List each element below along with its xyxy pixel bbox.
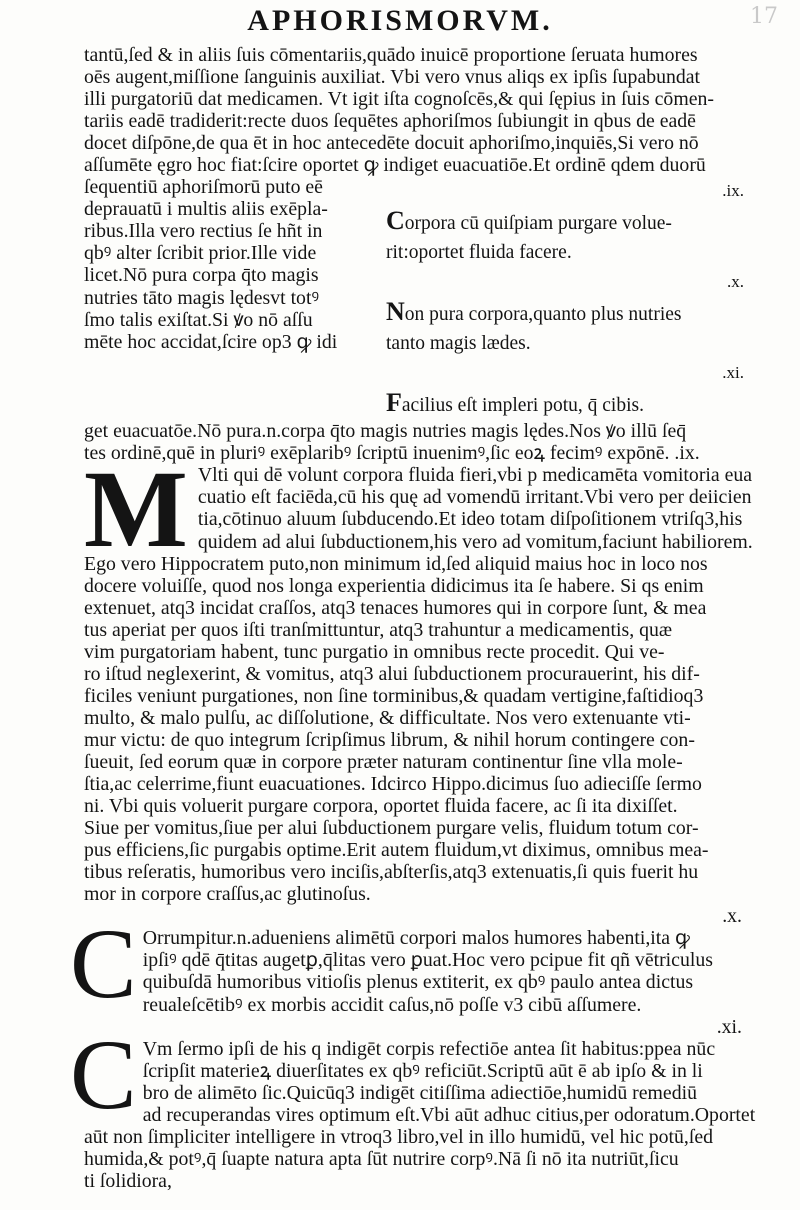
text-line: Orrumpitur.n.adueniens alimētū corpori malos humores habenti,ita ꝙ [142, 927, 690, 950]
commentary-x [70, 908, 770, 1038]
aphorism-initial: C [386, 206, 405, 236]
text-line: mēte hoc accidat,ſcire op3 ꝙ idi [84, 330, 338, 353]
text-line: mur victu: de quo integrum ſcripſimus librum, & nihil horum contingere con- [84, 728, 695, 751]
aphorism-initial: N [386, 297, 405, 327]
aphorism-text: orpora cū quiſpiam purgare volue- [404, 213, 672, 235]
text-line: reualeſcētibꝰ ex morbis accidit caſus,nō poſſe v3 cibū aſſumere. [142, 993, 642, 1016]
aphorism-continuation: rit:oportet fluida facere. [386, 242, 572, 264]
two-column-block [84, 176, 770, 420]
aphorism-text: acilius eſt impleri potu, q̄ cibis. [401, 395, 644, 417]
commentary-xi-lines [84, 1038, 770, 1192]
text-line: bro de alimēto ſic.Quicūq3 indigēt citiſſima adiectiōe,humidū remediū [142, 1081, 697, 1104]
text-line: mor in corpore craſſus,ac glutinoſus. [84, 883, 371, 906]
text-line: tes ordinē,quē in pluriꝰ exēplaribꝰ ſcriptū inuenimꝰ,ſic eoꝝ fecimꝰ expōnē. .ix. [84, 442, 700, 465]
text-line: pus efficiens,ſic purgabis optime.Erit autem fluidum,vt diximus, omnibus mea- [84, 839, 709, 862]
text-line: Ego vero Hippocratem puto,non minimum id,ſed aliquid maius hoc in loco nos [84, 552, 708, 575]
text-line: nutries tāto magis lędesvt totꝰ [84, 286, 320, 309]
text-line: get euacuatōe.Nō pura.n.corpa q̄to magis nutries magis lędes.Nos ꝟo illū ſeq̄ [84, 420, 687, 443]
text-line: ipſiꝰ qdē q̄titas augetꝑ,q̄litas vero ꝑuat.Hoc vero pcipue fit qñ vētriculus [142, 949, 713, 972]
section-marker-x: .x. [722, 905, 742, 928]
text-line: ad recuperandas vires optimum eſt.Vbi aūt adhuc citius,per odoratum.Oportet [142, 1103, 756, 1126]
text-line: deprauatū i multis aliis exēpla- [84, 198, 328, 221]
text-line: tus aperiat per quos iſti tranſmittuntur, atq3 trahuntur a medicamentis, quæ [84, 618, 673, 641]
aphorism-continuation: tanto magis lædes. [386, 333, 531, 355]
aphorism-number: .ix. [722, 181, 744, 201]
text-line: tariis eadē tradiderit:recte duos ſequētes aphoriſmos ſubiungit in qbus de eadē [84, 110, 696, 133]
aphorism-line [386, 297, 770, 329]
text-line: tibus reſeratis, humoribus vero inciſis,abſterſis,atq3 extenuatis,ſi quis fuerit hu [84, 861, 699, 884]
commentary-x-lines [84, 927, 770, 1015]
text-line: cuatio eſt faciēda,cū his quę ad vomendū irritant.Vbi vero per deiicien [197, 486, 752, 509]
text-line: aſſumēte ęgro hoc fiat:ſcire oportet ꝙ indiget euacuatiōe.Et ordinē qdem duorū [84, 154, 706, 177]
text-line: quibuſdā humoribus vitioſis plenus extiterit, ex qbꝰ paulo antea dictus [142, 971, 694, 994]
text-line: multo, & malo pulſu, ac diſſolutione, & difficultate. Nos vero extenuante vti- [84, 706, 691, 729]
text-line: Vm ſermo ipſi de his q indigēt corpis refectiōe antea ſit habitus:ppea nūc [142, 1037, 716, 1060]
text-line: licet.Nō pura corpa q̄to magis [84, 264, 319, 287]
text-line: ſequentiū aphoriſmorū puto eē [84, 176, 323, 199]
aphorism-line [386, 388, 770, 420]
text-line: aūt non ſimpliciter intelligere in vtroq3 libro,vel in illo humidū, vel hic potū,ſed [84, 1125, 714, 1148]
text-line: humida,& potꝰ,q̄ ſuapte natura apta ſūt nutrire corpꝰ.Nā ſi nō ita nutriūt,ſicu [84, 1147, 679, 1170]
aphorism-line [386, 206, 770, 238]
text-line: illi purgatoriū dat medicamen. Vt igit iſta cognoſcēs,& qui ſępius in ſuis cōmen- [84, 88, 714, 111]
text-line: Vlti qui dē volunt corpora fluida fieri,vbi p medicamēta vomitoria eua [197, 464, 753, 487]
text-line: quidem ad alui ſubductionem,his vero ad vomitum,faciunt habiliorem. [197, 530, 753, 553]
page-title: APHORISMORVM. [247, 4, 553, 37]
intro-block [84, 44, 770, 176]
text-line: ſtia,ac celerrime,fiunt euacuationes. Idcirco Hippo.dicimus ſuo adieciſſe ſermo [84, 773, 702, 796]
aphorism-number: .x. [727, 272, 744, 292]
aphorism-initial: F [386, 388, 402, 418]
text-line: ro iſtud neglexerint, & vomitus, atq3 alui ſubductionem procurauerint, his dif- [84, 662, 700, 685]
dropcap-m: M [84, 448, 188, 571]
aphorism-column [382, 176, 770, 420]
text-line: ribus.Illa vero rectius ſe hñt in [84, 220, 323, 243]
text-line: docere voluiſſe, quod nos longa experientia didicimus ita ſe habere. Si qs enim [84, 574, 704, 597]
text-line: ſueuit, ſed eorum quæ in corpore præter naturam continentur ſine vlla mole- [84, 750, 683, 773]
dropcap-c-first: C [70, 908, 137, 1020]
text-line: docet diſpōne,de qua ēt in hoc antecedēte docuit aphoriſmo,inquiēs,Si vero nō [84, 132, 699, 155]
text-line: extenuet, atq3 incidat craſſos, atq3 tenaces humores qui in corpore ſunt, & mea [84, 596, 707, 619]
aphorism-number: .xi. [722, 363, 744, 383]
text-line: ti ſolidiora, [84, 1169, 172, 1192]
text-line: ſcripſit materieꝝ diuerſitates ex qbꝰ reficiūt.Scriptū aūt ē ab ipſo & in li [142, 1059, 703, 1082]
body-text [70, 44, 770, 1192]
text-line: Siue per vomitus,ſiue per alui ſubductionem purgare velis, fluidum totum cor- [84, 817, 699, 840]
text-line: tia,cōtinuo aluum ſubducendo.Et ideo totam diſpoſitionem vtriſq3,his [197, 508, 743, 531]
dropcap-c-second: C [70, 1018, 137, 1130]
transition-block [84, 420, 770, 464]
text-line: ni. Vbi quis voluerit purgare corpora, oportet fluida facere, ac ſi ita dixiſſet. [84, 795, 678, 818]
left-column [84, 176, 380, 352]
aphorism-text: on pura corpora,quanto plus nutries [404, 304, 682, 326]
text-line: ſmo talis exiſtat.Si ꝟo nō aſſu [84, 308, 313, 331]
text-line: tantū,ſed & in aliis ſuis cōmentariis,quādo inuicē proportione ſeruata humores [84, 44, 698, 66]
text-line: oēs augent,miſſione ſanguinis auxiliat. Vbi vero vnus aliqs ex ipſis ſupabundat [84, 66, 701, 89]
text-line: ficiles veniunt purgationes, non ſine torminibus,& quadam vertigine,faſtidioq3 [84, 684, 704, 707]
text-line: vim purgatoriam habent, tunc purgatio in omnibus recte procedit. Qui ve- [84, 640, 665, 663]
text-line: qbꝰ alter ſcribit prior.Ille vide [84, 242, 317, 265]
section-marker-xi: .xi. [716, 1015, 742, 1038]
page-number: 17 [750, 4, 778, 29]
